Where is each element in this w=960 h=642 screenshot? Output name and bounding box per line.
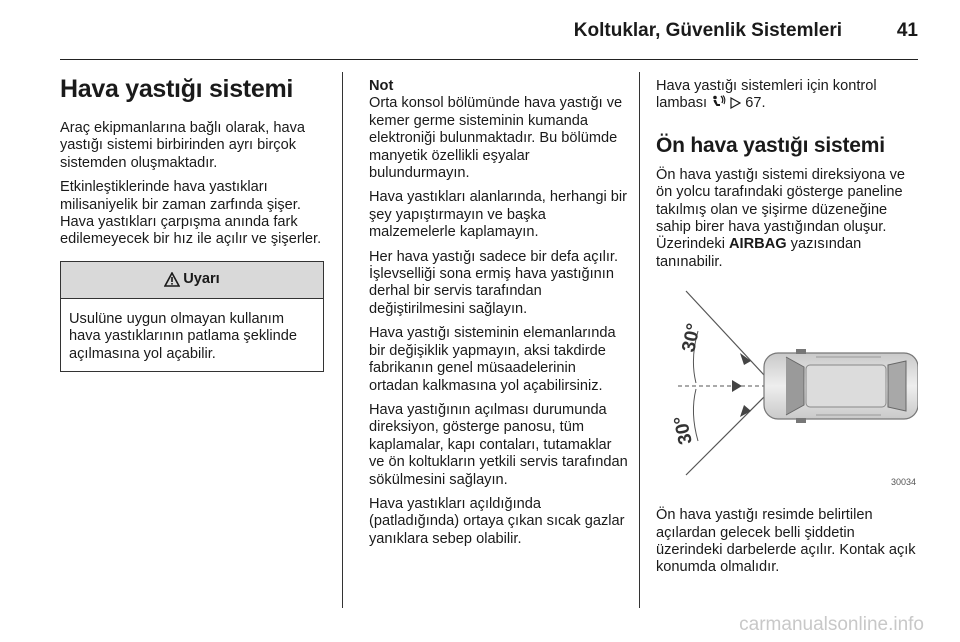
car-top-view-illustration (656, 283, 918, 493)
warning-header (61, 262, 323, 299)
column-divider (639, 72, 640, 608)
page-number: 41 (896, 20, 918, 41)
airbag-label: AIRBAG (729, 236, 787, 253)
section-heading: Ön hava yastığı sistemi (656, 133, 885, 157)
paragraph (656, 167, 918, 271)
note-paragraph: Orta konsol bölümünde hava yastığı ve kemer germe sisteminin kumanda elektroniği bulunmaktadır. Bu bölümde manyetik özellikli eşyalar bulundurmayın. (369, 95, 623, 182)
header-divider (60, 59, 918, 60)
control-lamp-text: Hava yastığı sistemleri için kontrol lambası (656, 78, 877, 112)
watermark: carmanualsonline.info (739, 614, 924, 635)
angle-label-top: 30° (678, 321, 705, 355)
paragraph (656, 78, 918, 113)
warning-text: Usulüne uygun olmayan kullanım hava yastıklarının patlama şeklinde açılmasına yol açabilir. (69, 310, 297, 362)
page-reference-icon (730, 97, 741, 109)
section-heading: Hava yastığı sistemi (60, 75, 294, 103)
warning-triangle-icon (164, 272, 180, 287)
note-paragraph: Hava yastıkları alanlarında, herhangi bir şey yapıştırmayın ve başka malzemelerle kaplamayın. (369, 189, 627, 241)
paragraph-text: Ön hava yastığı sistemi direksiyona ve ön yolcu tarafındaki gösterge paneline takılmış olan ve şişirme düzeneğine sahip birer hava yastığından oluşur. Üzerindeki (656, 166, 906, 253)
column-2 (369, 78, 629, 555)
column-divider (342, 72, 343, 608)
angle-label-bottom: 30° (670, 414, 697, 447)
note-paragraph: Her hava yastığı sadece bir defa açılır. İşlevselliği sona ermiş hava yastığının derhal bir servis tarafından değiştirilmesini sağlayın. (369, 248, 619, 317)
note-paragraph: Hava yastığının açılması durumunda direksiyon, gösterge panosu, tüm kaplamalar, kapı contaları, tutamaklar ve ön koltukların yetkili servis tarafından sökülmesini sağlayın. (369, 401, 628, 488)
paragraph: Hava yastıkları açıldığında (patladığında) ortaya çıkan sıcak gazlar yanıklara sebep olabilir. (369, 495, 625, 547)
column-1 (60, 74, 324, 372)
warning-title: Uyarı (183, 271, 220, 288)
page-header (0, 0, 960, 60)
note-label: Not (369, 78, 394, 94)
paragraph: Ön hava yastığı resimde belirtilen açılardan gelecek belli şiddetin üzerindeki darbelerde açılır. Kontak açık konumda olmalıdır. (656, 507, 916, 576)
header-title: Koltuklar, Güvenlik Sistemleri (573, 20, 842, 41)
page-reference: 67. (745, 95, 766, 112)
figure-code: 30034 (890, 476, 916, 487)
paragraph: Araç ekipmanlarına bağlı olarak, hava yastığı sistemi birbirinden ayrı birçok sistemden oluşmaktadır. (60, 120, 305, 171)
airbag-lamp-icon (711, 95, 726, 109)
note-paragraph: Hava yastığı sisteminin elemanlarında bir değişiklik yapmayın, aksi takdirde fabrikanın genel müsaadelerinin ortadan kalkmasına yol açabilirsiniz. (369, 325, 616, 394)
airbag-angle-diagram (656, 283, 918, 493)
paragraph: Etkinleştiklerinde hava yastıkları milisaniyelik bir zaman zarfında şişer. Hava yastıkları çarpışma anında fark edilemeyecek bir hız ile açılır ve şişerler. (60, 179, 322, 248)
warning-box (60, 261, 324, 372)
paragraph-text: yazısından tanınabilir. (656, 236, 862, 270)
column-3 (656, 78, 918, 584)
